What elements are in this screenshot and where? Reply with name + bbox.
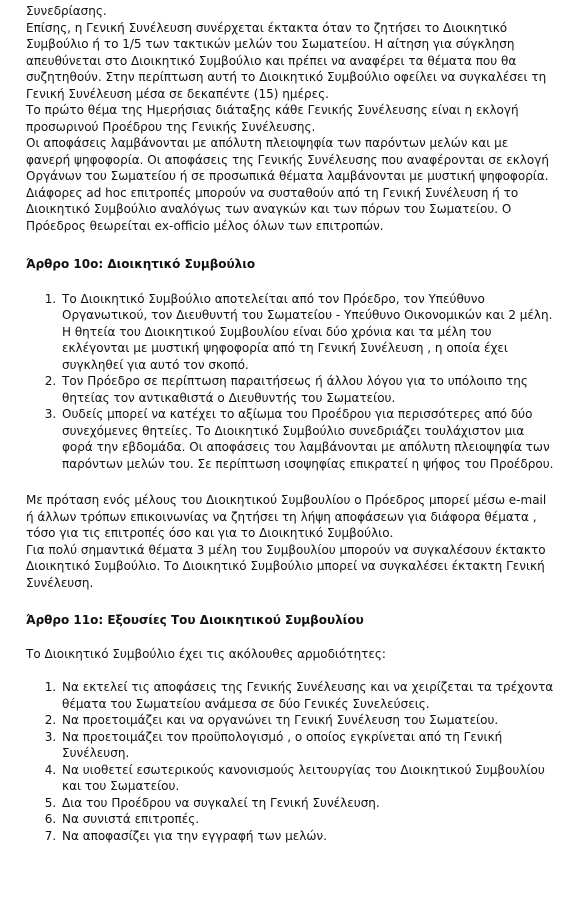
list-item: 1. Να εκτελεί τις αποφάσεις της Γενικής Συνέλευσης και να χειρίζεται τα τρέχοντα θέματα του Σωματείου ανάμεσα σε δύο Γενικές Συνελεύσεις.	[60, 679, 556, 712]
paragraph: Συνεδρίασης.	[26, 4, 107, 18]
document-page	[26, 3, 556, 844]
article-10-closing-text	[26, 492, 556, 591]
article-10-list	[26, 291, 556, 473]
article-11-heading: Άρθρο 11ο: Εξουσίες Του Διοικητικού Συμβουλίου	[26, 613, 364, 627]
paragraph: Διάφορες ad hoc επιτροπές μπορούν να συσταθούν από τη Γενική Συνέλευση ή το Διοικητικό Συμβούλιο αναλόγως των αναγκών και των πόρων του Σωματείου. Ο Πρόεδρος θεωρείται ex-officio μέλος όλων των επιτροπών.	[26, 185, 519, 233]
list-item: 1. Το Διοικητικό Συμβούλιο αποτελείται από τον Πρόεδρο, τον Υπεύθυνο Οργανωτικού, τον Διευθυντή του Σωματείου - Υπεύθυνο Οικονομικών και 2 μέλη. Η θητεία του Διοικητικού Συμβουλίου είναι δύο χρόνια και τα μέλη του εκλέγονται με μυστική ψηφοφορία από τη Γενική Συνέλευση , η οποία έχει συγκληθεί για αυτό τον σκοπό.	[60, 291, 556, 374]
article-10-heading: Άρθρο 10ο: Διοικητικό Συμβούλιο	[26, 257, 256, 271]
list-item: 3. Ουδείς μπορεί να κατέχει το αξίωμα του Προέδρου για περισσότερες από δύο συνεχόμενες θητείες. Το Διοικητικό Συμβούλιο συνεδριάζει τουλάχιστον μια φορά την εβδομάδα. Οι αποφάσεις του λαμβάνονται με απόλυτη πλειοψηφία των παρόντων μελών του. Σε περίπτωση ισοψηφίας επικρατεί η ψήφος του Προέδρου.	[60, 406, 556, 472]
paragraph: Για πολύ σημαντικά θέματα 3 μέλη του Συμβουλίου μπορούν να συγκαλέσουν έκτακτο Διοικητικό Συμβούλιο. Το Διοικητικό Συμβούλιο μπορεί να συγκαλέσει έκτακτη Γενική Συνέλευση.	[26, 542, 546, 590]
list-item: 7. Να αποφασίζει για την εγγραφή των μελών.	[60, 828, 556, 845]
list-item: 2. Τον Πρόεδρο σε περίπτωση παραιτήσεως ή άλλου λόγου για το υπόλοιπο της θητείας τον αντικαθιστά ο Διευθυντής του Σωματείου.	[60, 373, 556, 406]
paragraph: Οι αποφάσεις λαμβάνονται με απόλυτη πλειοψηφία των παρόντων μελών και με φανερή ψηφοφορία. Οι αποφάσεις της Γενικής Συνέλευσης που αναφέρονται σε εκλογή Οργάνων του Σωματείου ή σε προσωπικά θέματα λαμβάνονται με μυστική ψηφοφορία.	[26, 136, 549, 183]
article-11-intro: Το Διοικητικό Συμβούλιο έχει τις ακόλουθες αρμοδιότητες:	[26, 646, 386, 661]
list-item: 5. Δια του Προέδρου να συγκαλεί τη Γενική Συνέλευση.	[60, 795, 556, 812]
list-item: 2. Να προετοιμάζει και να οργανώνει τη Γενική Συνέλευση του Σωματείου.	[60, 712, 556, 729]
list-item: 6. Να συνιστά επιτροπές.	[60, 811, 556, 828]
paragraph: Το πρώτο θέμα της Ημερήσιας διάταξης κάθε Γενικής Συνέλευσης είναι η εκλογή προσωρινού Προέδρου της Γενικής Συνέλευσης.	[26, 103, 519, 134]
list-item: 4. Να υιοθετεί εσωτερικούς κανονισμούς λειτουργίας του Διοικητικού Συμβουλίου και του Σωματείου.	[60, 762, 556, 795]
list-item: 3. Να προετοιμάζει τον προϋπολογισμό , ο οποίος εγκρίνεται από τη Γενική Συνέλευση.	[60, 729, 556, 762]
general-assembly-text-block	[26, 3, 556, 234]
paragraph: Επίσης, η Γενική Συνέλευση συνέρχεται έκτακτα όταν το ζητήσει το Διοικητικό Συμβούλιο ή το 1/5 των τακτικών μελών του Σωματείου. Η αίτηση για σύγκληση απευθύνεται στο Διοικητικό Συμβούλιο και πρέπει να αναφέρει τα θέματα που θα συζητηθούν. Στην περίπτωση αυτή το Διοικητικό Συμβούλιο οφείλει να συγκαλέσει τη Γενική Συνέλευση μέσα σε δεκαπέντε (15) ημέρες.	[26, 20, 547, 101]
article-11-list	[26, 679, 556, 844]
paragraph: Με πρόταση ενός μέλους του Διοικητικού Συμβουλίου ο Πρόεδρος μπορεί μέσω e-mail ή άλλων τρόπων επικοινωνίας να ζητήσει τη λήψη αποφάσεων για διάφορα θέματα , τόσο για τις επιτροπές όσο και για το Διοικητικό Συμβούλιο.	[26, 493, 547, 540]
